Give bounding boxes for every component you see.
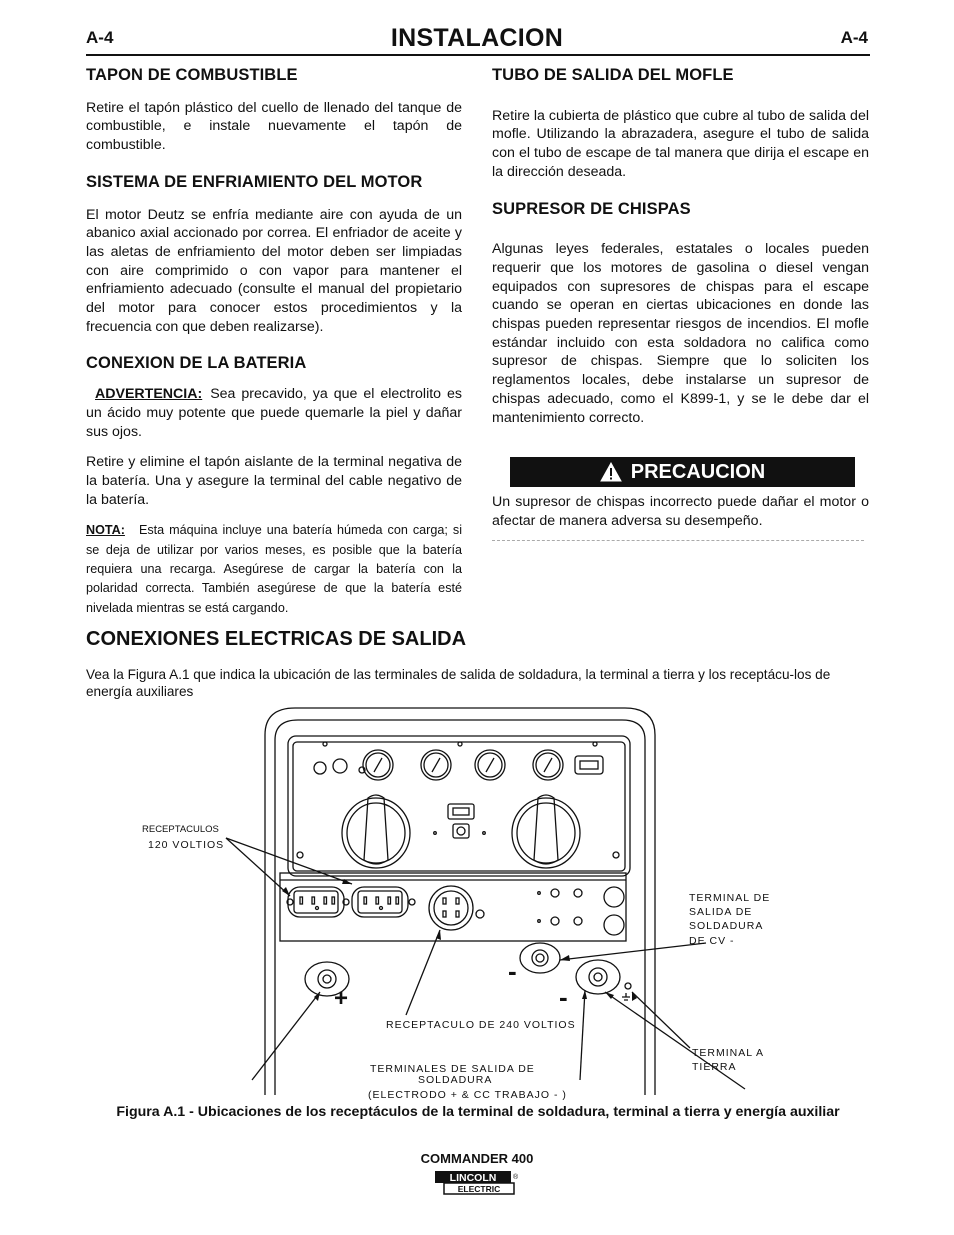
chispas-heading: SUPRESOR DE CHISPAS	[492, 199, 691, 218]
label-tierra-2: TIERRA	[692, 1061, 737, 1073]
page-number-left: A-4	[86, 28, 114, 47]
footer-model: COMMANDER 400	[420, 1151, 534, 1166]
label-terminales-2: SOLDADURA	[418, 1074, 493, 1086]
plus-sign: +	[334, 985, 349, 1012]
minus-sign-lower: -	[559, 982, 568, 1012]
lincoln-electric-logo	[434, 1170, 520, 1196]
page-number-right: A-4	[840, 28, 868, 47]
conexiones-body: Vea la Figura A.1 que indica la ubicación de las terminales de salida de soldadura, la terminal a tierra y los receptácu-los de energía auxiliares	[86, 667, 831, 699]
mofle-body: Retire la cubierta de plástico que cubre al tubo de salida del mofle. Utilizando la abrazadera, asegure el tubo de salida con el tubo de escape de tal manera que dirija el escape en la dirección deseada.	[492, 107, 869, 180]
svg-text:ELECTRIC: ELECTRIC	[457, 1184, 501, 1194]
chispas-body: Algunas leyes federales, estatales o locales pueden requerir que los motores de gasolina o diesel vengan equipados con supresores de chispas para el escape cuando se operan en ciertas ubicaciones en donde las chispas pueden representar riesgos de incendios. El mofle estándar incluido con esta soldadora no califica como supresor de chispas. Siempre que lo soliciten los reglamentos locales, debe instalarse un supresor de chispas adecuado, como el K899-1, y se le debe dar el mantenimiento correcto.	[492, 241, 869, 426]
right-column	[492, 66, 869, 541]
bateria-heading: CONEXION DE LA BATERIA	[86, 354, 307, 373]
bateria-body: Retire y elimine el tapón aislante de la terminal negativa de la batería. Una y asegure la terminal del cable negativo de la batería.	[86, 454, 462, 508]
left-column	[86, 66, 462, 618]
enfriamiento-body: El motor Deutz se enfría mediante aire con ayuda de un abanico axial accionado por correa. El enfriador de aceite y las aletas de enfriamiento del motor deben ser limpiadas con aire comprimido o con vapor para mantener el enfriamiento adecuado (consulte el manual del propietario del motor para conocer estos procedimientos y la frecuencia con que deben realizarse).	[86, 206, 462, 335]
label-cv-1: TERMINAL DE	[689, 892, 771, 904]
label-cv-3: SOLDADURA	[689, 920, 764, 932]
label-cv-2: SALIDA DE	[689, 906, 753, 918]
note-text: Esta máquina incluye una batería húmeda con carga; si se deja de utilizar por varios meses, es posible que la batería requiera una recarga. Asegúrese de cargar la batería con la polaridad correcta. También asegúrese de que la batería esté nivelada mientras se está cargando.	[86, 523, 462, 615]
caution-label: PRECAUCION	[630, 460, 766, 483]
tapon-body: Retire el tapón plástico del cuello de llenado del tanque de combustible, e instale nuevamente el tapón de combustible.	[86, 99, 462, 154]
caution-banner	[510, 457, 855, 487]
label-tierra-1: TERMINAL A	[692, 1047, 765, 1059]
svg-text:LINCOLN: LINCOLN	[449, 1172, 497, 1184]
conexiones-heading: CONEXIONES ELECTRICAS DE SALIDA	[86, 628, 467, 650]
mofle-heading: TUBO DE SALIDA DEL MOFLE	[492, 66, 734, 84]
bateria-note	[86, 521, 462, 617]
label-terminales-1: TERMINALES DE SALIDA DE	[370, 1063, 535, 1075]
note-label: NOTA:	[86, 523, 125, 538]
label-240-voltios: RECEPTACULO DE 240 VOLTIOS	[386, 1019, 576, 1031]
label-cv-4: DE CV -	[689, 935, 735, 947]
figure-a1-control-panel	[130, 700, 830, 1100]
warning-text: Sea precavido, ya que el electrolito es un ácido muy potente que puede quemarle la piel y dañar sus ojos.	[86, 386, 462, 440]
caution-text: Un supresor de chispas incorrecto puede dañar el motor o afectar de manera adversa su desempeño.	[492, 494, 869, 529]
tapon-heading: TAPON DE COMBUSTIBLE	[86, 66, 298, 84]
label-terminales-3: (ELECTRODO + & CC TRABAJO - )	[368, 1089, 567, 1100]
caution-divider	[492, 540, 864, 541]
warning-triangle-icon	[600, 462, 622, 482]
label-receptaculos: RECEPTACULOS	[142, 824, 219, 835]
bateria-warning	[86, 385, 462, 441]
enfriamiento-heading: SISTEMA DE ENFRIAMIENTO DEL MOTOR	[86, 172, 423, 191]
label-120-voltios: 120 VOLTIOS	[148, 839, 225, 851]
minus-sign-upper: -	[508, 956, 517, 986]
title-rule	[86, 54, 870, 56]
figure-caption: Figura A.1 - Ubicaciones de los receptáculos de la terminal de soldadura, terminal a tierra y energía auxiliar	[116, 1104, 840, 1120]
svg-text:®: ®	[513, 1174, 519, 1181]
warning-label: ADVERTENCIA:	[95, 386, 203, 403]
page-title: INSTALACION	[390, 24, 564, 52]
